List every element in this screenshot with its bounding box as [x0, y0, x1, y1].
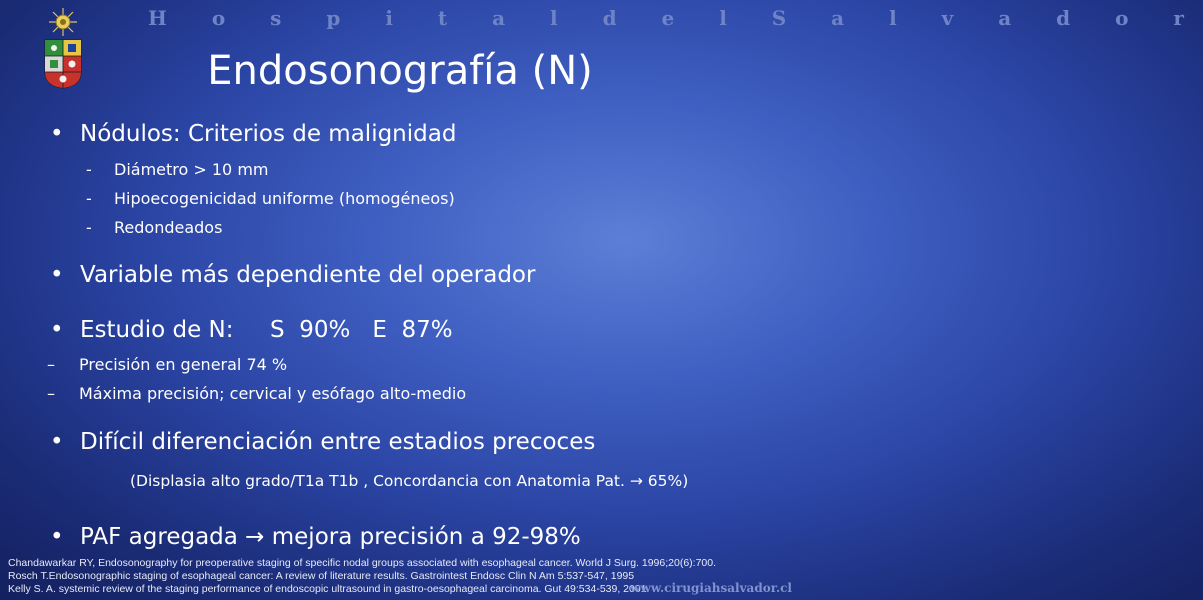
bullet-dot: • — [50, 317, 64, 343]
website-watermark: www.cirugiahsalvador.cl — [630, 581, 792, 595]
sub-text: Diámetro > 10 mm — [114, 160, 269, 179]
bullet-dot: • — [50, 524, 64, 550]
sub-text: Máxima precisión; cervical y esófago alto-medio — [79, 384, 467, 403]
sub-dash: - — [86, 160, 92, 179]
bullet-dot: • — [50, 429, 64, 455]
reference-line: Kelly S. A. systemic review of the staging performance of endoscopic ultrasound in gastro-oesophageal carcinoma. Gut 49:534-539, 2001. — [8, 583, 650, 595]
hospital-name: H o s p i t a l d e l S a l v a d o r — [148, 6, 1203, 30]
bullet-text: PAF agregada → mejora precisión a 92-98% — [80, 524, 581, 550]
sub-dash: – — [47, 355, 55, 374]
sub-dash: – — [47, 384, 55, 403]
bullet-dot: • — [50, 262, 64, 288]
reference-line: Chandawarkar RY, Endosonography for preoperative staging of specific nodal groups associated with esophageal cancer. World J Surg. 1996;20(6):700. — [8, 557, 717, 569]
bullet-text: Estudio de N: S 90% E 87% — [80, 317, 453, 343]
bullet-text: Difícil diferenciación entre estadios precoces — [80, 429, 596, 455]
reference-line: Rosch T.Endosonographic staging of esophageal cancer: A review of literature results. Gastrointest Endosc Clin N Am 5:537-547, 1995 — [8, 570, 635, 582]
sub-text: Precisión en general 74 % — [79, 355, 288, 374]
bullet-text: Variable más dependiente del operador — [80, 262, 536, 288]
bullet-text: Nódulos: Criterios de malignidad — [80, 121, 457, 147]
slide-title: Endosonografía (N) — [207, 48, 593, 94]
bullet-dot: • — [50, 121, 64, 147]
sub-dash: - — [86, 189, 92, 208]
sub-text: Hipoecogenicidad uniforme (homogéneos) — [114, 189, 455, 208]
sub-dash: - — [86, 218, 92, 237]
sub-text: Redondeados — [114, 218, 223, 237]
sunburst-emblem-icon — [49, 8, 77, 36]
dificil-note: (Displasia alto grado/T1a T1b , Concordancia con Anatomia Pat. → 65%) — [130, 472, 689, 490]
